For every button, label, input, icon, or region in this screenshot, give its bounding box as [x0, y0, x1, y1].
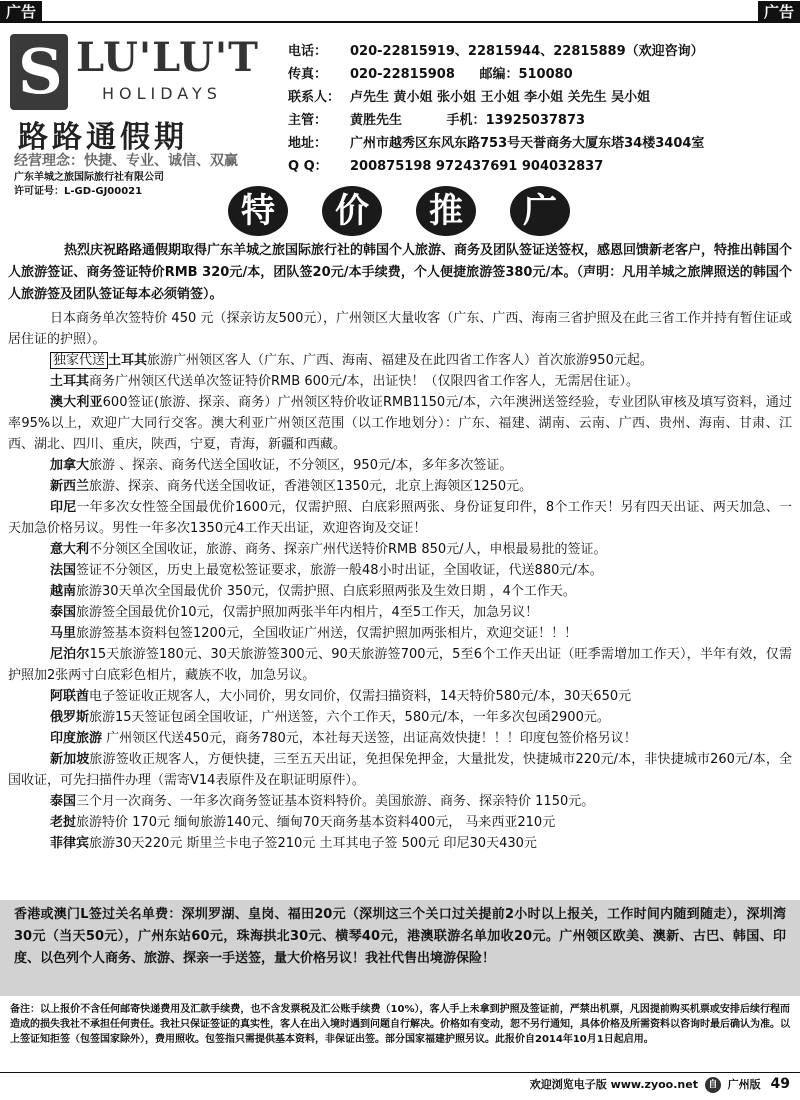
logo-holidays-text: HOLIDAYS	[102, 84, 222, 103]
visa-offer-text: 三个月一次商务、一年多次商务签证基本资料特价。美国旅游、商务、探亲特价 1150元。	[76, 794, 595, 809]
visa-country: 新西兰	[50, 479, 90, 494]
visa-country: 泰国	[50, 605, 77, 620]
visa-offer-item	[8, 560, 792, 581]
visa-country: 尼泊尔	[50, 647, 90, 662]
visa-country: 新加坡	[50, 752, 90, 767]
visa-offer-text: 旅游广州领区客人（广东、广西、海南、福建及在此四省工作客人）首次旅游950元起。	[147, 353, 653, 368]
contact-phone: 电话： 020-22815919、22815944、22815889（欢迎咨询）	[288, 44, 704, 59]
visa-country: 马里	[50, 626, 77, 641]
visa-offer-text: 旅游签收正规客人，方便快捷，三至五天出证，免担保免押金，大量批发，快捷城市220元/本，非快捷城市260元/本，全国收证，可先扫描件办理（需寄V14表原件及在职证明原件）。	[8, 752, 792, 788]
exclusive-tag: 独家代送	[50, 352, 108, 369]
visa-country: 老挝	[50, 815, 77, 830]
visa-offer-text: 旅游 、探亲、商务代送全国收证，不分领区，950元/本，多年多次签证。	[89, 458, 513, 473]
visa-offer-text: 旅游签基本资料包签1200元，全国收证广州送，仅需护照加两张相片，欢迎交证！！！	[76, 626, 578, 641]
visa-offer-text: 旅游、探亲、商务代送全国收证，香港领区1350元，北京上海领区1250元。	[89, 479, 533, 494]
visa-offer-text: 旅游特价 170元 缅甸旅游140元、缅甸70天商务基本资料400元， 马来西亚210元	[76, 815, 556, 830]
visa-offer-text: 600签证(旅游、探亲、商务）广州领区特价收证RMB1150元/本，六年澳洲送签经验，专业团队审核及填写资料，通过率95%以上，欢迎广大同行交客。澳大利亚广州领区范围（以工作地划分）：广东、福建、湖南、云南、广西、贵州、海南、甘肃、江西、湖北、四川、重庆，陕西，宁夏，青海，新疆和西藏。	[8, 395, 792, 452]
visa-offer-text: 商务广州领区代送单次签证特价RMB 600元/本，出证快！（仅限四省工作客人，无需居住证）。	[89, 374, 640, 389]
footer-badge-icon: 自	[705, 1077, 721, 1093]
visa-offer-item	[8, 623, 792, 644]
visa-offer-item	[8, 686, 792, 707]
visa-offer-item	[8, 539, 792, 560]
remarks-note: 备注：以上报价不含任何邮寄快递费用及汇款手续费，也不含发票税及汇公账手续费（10%），客人手上未拿到护照及签证前，严禁出机票，凡因提前购买机票或安排后续行程而造成的损失我社不承担任何责任。我社只保证签证的真实性，客人在出入境时遇到问题自行解决。价格如有变动，恕不另行通知，具体价格及所需资料以咨询时最后确认为准。以上签证知拒签（包签国家除外），费用照收。包签指只需提供基本资料，非保证出签。部分国家福建护照另议。此报价自2014年10月1日起启用。	[10, 1004, 790, 1045]
visa-offer-text: 旅游15天签证包函全国收证，广州送签，六个工作天，580元/本，一年多次包函2900元。	[89, 710, 610, 725]
visa-offer-item	[8, 455, 792, 476]
visa-country: 土耳其	[50, 374, 90, 389]
business-slogan: 经营理念：快捷、专业、诚信、双赢	[14, 153, 238, 169]
contact-block	[288, 40, 798, 178]
banner-char: 特	[228, 186, 288, 236]
visa-offer-text: 15天旅游签180元、30天旅游签300元、90天旅游签700元，5至6个工作天出证（旺季需增加工作天），半年有效，仅需护照加2张两寸白底彩色相片，藏族不收，加急另议。	[8, 647, 792, 683]
special-offer-banner	[228, 186, 572, 238]
top-divider	[0, 21, 800, 23]
intro-paragraph: 热烈庆祝路路通假期取得广东羊城之旅国际旅行社的韩国个人旅游、商务及团队签证送签权，感恩回馈新老客户，特推出韩国个人旅游签证、商务签证特价RMB 320元/本，团队签20元/本手续费，个人便捷旅游签380元/本。（声明：凡用羊城之旅牌照送的韩国个人旅游签及团队签证每本必须销签）。	[8, 243, 793, 302]
banner-char: 价	[322, 186, 382, 236]
visa-country: 印尼	[50, 500, 77, 515]
visa-offer-item	[8, 497, 792, 539]
contact-fax: 传真： 020-22815908 邮编：510080	[288, 67, 573, 82]
visa-offer-text: 旅游30天220元 斯里兰卡电子签210元 土耳其电子签 500元 印尼30天430元	[89, 836, 537, 851]
banner-char: 推	[416, 186, 476, 236]
footer-website: 欢迎浏览电子版 www.zyoo.net	[529, 1078, 698, 1091]
banner-char: 广	[510, 186, 570, 236]
logo-brand-text: LU'LU'T	[76, 34, 259, 81]
license-number: 许可证号：L-GD-GJ00021	[14, 186, 143, 197]
footer-divider	[0, 1072, 800, 1073]
visa-offer-text: 日本商务单次签特价 450 元（探亲访友500元），广州领区大量收客（广东、广西、海南三省护照及在此三省工作并持有暂住证或居住证的护照）。	[8, 311, 792, 347]
visa-offer-text: 广州领区代送450元，商务780元，本社每天送签，出证高效快捷！！！印度包签价格另议！	[102, 731, 637, 746]
visa-country: 菲律宾	[50, 836, 90, 851]
company-name: 广东羊城之旅国际旅行社有限公司	[14, 172, 164, 183]
visa-country: 澳大利亚	[50, 395, 103, 410]
contact-people: 联系人： 卢先生 黄小姐 张小姐 王小姐 李小姐 关先生 吴小姐	[288, 90, 651, 105]
visa-offer-item	[8, 308, 792, 350]
visa-country: 越南	[50, 584, 77, 599]
visa-offer-item	[8, 581, 792, 602]
visa-offer-item	[8, 812, 792, 833]
visa-country: 印度旅游	[50, 731, 103, 746]
page-number: 49	[770, 1076, 790, 1092]
visa-offer-item	[8, 749, 792, 791]
ad-label-right: 广告	[758, 1, 800, 23]
visa-offer-text: 旅游签全国最优价10元，仅需护照加两张半年内相片，4至5工作天，加急另议！	[76, 605, 539, 620]
visa-offer-item	[8, 728, 792, 749]
visa-offer-text: 签证不分领区，历史上最宽松签证要求，旅游一般48小时出证，全国收证，代送880元/本。	[76, 563, 603, 578]
visa-offer-text: 旅游30天单次全国最优价 350元，仅需护照、白底彩照两张及生效日期 ，4个工作天。	[76, 584, 576, 599]
visa-offer-item	[8, 707, 792, 728]
visa-country: 泰国	[50, 794, 77, 809]
visa-offer-item	[8, 833, 792, 854]
visa-offer-list	[8, 308, 792, 854]
visa-country: 土耳其	[108, 353, 148, 368]
contact-qq: Q Q： 200875198 972437691 904032837	[288, 159, 604, 174]
page-footer	[530, 1076, 790, 1093]
visa-offer-item	[8, 476, 792, 497]
visa-offer-text: 电子签证收正规客人，大小同价，男女同价，仅需扫描资料，14天特价580元/本，30天650元	[89, 689, 632, 704]
logo-chinese-name: 路路通假期	[18, 120, 188, 155]
visa-country: 阿联酋	[50, 689, 90, 704]
visa-country: 法国	[50, 563, 77, 578]
visa-country: 俄罗斯	[50, 710, 90, 725]
visa-offer-item	[8, 791, 792, 812]
contact-manager: 主管： 黄胜先生 手机：13925037873	[288, 113, 586, 128]
footer-edition: 广州版	[727, 1078, 761, 1091]
contact-address: 地址： 广州市越秀区东风东路753号天誉商务大厦东塔34楼3404室	[288, 136, 705, 151]
visa-offer-item	[8, 602, 792, 623]
visa-country: 加拿大	[50, 458, 90, 473]
visa-offer-text: 一年多次女性签全国最优价1600元，仅需护照、白底彩照两张、身份证复印件，8个工作天！另有四天出证、两天加急、一天加急价格另议。男性一年多次1350元4工作天出证，欢迎咨询及交证！	[8, 500, 792, 536]
ad-label-left: 广告	[0, 1, 42, 23]
visa-offer-text: 不分领区全国收证，旅游、商务、探亲广州代送特价RMB 850元/人，申根最易批的签证。	[89, 542, 607, 557]
visa-offer-item	[8, 371, 792, 392]
visa-country: 意大利	[50, 542, 90, 557]
hk-macau-notice-text: 香港或澳门L签过关名单费：深圳罗湖、皇岗、福田20元（深圳这三个关口过关提前2小时以上报关，工作时间内随到随走），深圳湾30元（当天50元），广州东站60元，珠海拱北30元、横琴40元，港澳联游名单加收20元。广州领区欧美、澳新、古巴、韩国、印度、以色列个人商务、旅游、探亲一手送签，量大价格另议！我社代售出境游保险！	[14, 907, 786, 966]
visa-offer-item	[8, 644, 792, 686]
visa-offer-item	[8, 350, 792, 371]
visa-offer-item	[8, 392, 792, 455]
logo-s-icon: S	[10, 34, 68, 110]
